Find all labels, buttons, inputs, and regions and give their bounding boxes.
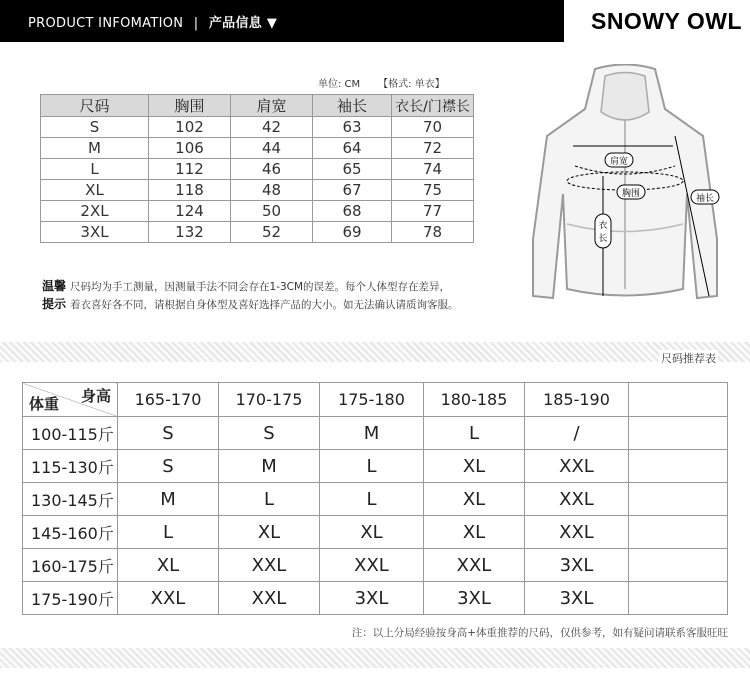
recommended-size-cell: M — [219, 450, 320, 483]
recommended-size-cell — [629, 549, 728, 582]
size-value-cell: 74 — [392, 159, 474, 180]
measurement-notes — [42, 278, 459, 314]
diagram-sleeve-label: 袖长 — [695, 194, 715, 204]
weight-label: 体重 — [29, 395, 60, 413]
header-bar — [0, 0, 750, 42]
size-value-cell: 68 — [313, 201, 392, 222]
size-chart-col-header: 衣长/门襟长 — [392, 95, 474, 117]
recommended-size-cell — [629, 516, 728, 549]
size-value-cell: 42 — [231, 117, 313, 138]
unit-note — [318, 75, 445, 90]
brand-box — [564, 0, 750, 42]
recommended-size-cell: 3XL — [525, 549, 629, 582]
size-value-cell: 75 — [392, 180, 474, 201]
header-title-en: PRODUCT INFOMATION — [28, 16, 184, 31]
recommended-size-cell: XL — [424, 483, 525, 516]
recommend-row — [23, 516, 728, 549]
unit-label: 单位: CM — [318, 79, 361, 90]
size-chart-row — [41, 117, 474, 138]
size-value-cell: 63 — [313, 117, 392, 138]
recommended-size-cell: L — [219, 483, 320, 516]
size-value-cell: 67 — [313, 180, 392, 201]
weight-row-header: 145-160斤 — [23, 516, 118, 549]
recommend-row — [23, 582, 728, 615]
size-value-cell: 70 — [392, 117, 474, 138]
size-value-cell: 72 — [392, 138, 474, 159]
height-col-header: 170-175 — [219, 383, 320, 417]
size-label-cell: XL — [41, 180, 149, 201]
size-chart-row — [41, 159, 474, 180]
size-value-cell: 112 — [149, 159, 231, 180]
recommend-title: 尺码推荐表 — [661, 352, 716, 365]
size-value-cell: 48 — [231, 180, 313, 201]
recommended-size-cell: XXL — [525, 450, 629, 483]
recommended-size-cell: XXL — [219, 582, 320, 615]
diagram-chest-label: 胸围 — [621, 189, 641, 199]
weight-row-header: 160-175斤 — [23, 549, 118, 582]
header-title — [28, 12, 277, 31]
diagram-shoulder-label: 肩宽 — [609, 157, 629, 167]
recommended-size-cell — [629, 417, 728, 450]
recommended-size-cell: L — [320, 483, 424, 516]
brand-logo: SNOWY OWL — [590, 8, 742, 34]
recommended-size-cell — [629, 483, 728, 516]
bottom-stripe — [0, 648, 750, 668]
recommended-size-cell: XL — [424, 516, 525, 549]
size-chart-row — [41, 222, 474, 243]
recommended-size-cell: XL — [320, 516, 424, 549]
recommended-size-cell: M — [118, 483, 219, 516]
recommend-row — [23, 450, 728, 483]
recommend-row — [23, 417, 728, 450]
recommended-size-cell: / — [525, 417, 629, 450]
header-title-cn: 产品信息 ▼ — [208, 16, 278, 31]
recommended-size-cell: 3XL — [320, 582, 424, 615]
weight-row-header: 115-130斤 — [23, 450, 118, 483]
size-value-cell: 64 — [313, 138, 392, 159]
recommend-row — [23, 483, 728, 516]
recommended-size-cell: M — [320, 417, 424, 450]
recommended-size-cell — [629, 582, 728, 615]
header-separator: | — [193, 16, 199, 31]
size-value-cell: 78 — [392, 222, 474, 243]
size-value-cell: 46 — [231, 159, 313, 180]
size-chart-col-header: 肩宽 — [231, 95, 313, 117]
recommended-size-cell: S — [219, 417, 320, 450]
weight-row-header: 130-145斤 — [23, 483, 118, 516]
size-value-cell: 50 — [231, 201, 313, 222]
recommended-size-cell — [629, 450, 728, 483]
size-chart-body — [41, 117, 474, 243]
height-col-header: 175-180 — [320, 383, 424, 417]
diagram-length-label-2: 长 — [598, 234, 608, 244]
size-chart-row — [41, 201, 474, 222]
size-value-cell: 106 — [149, 138, 231, 159]
size-value-cell: 124 — [149, 201, 231, 222]
recommend-row — [23, 549, 728, 582]
recommended-size-cell: XXL — [219, 549, 320, 582]
size-value-cell: 52 — [231, 222, 313, 243]
size-chart-col-header: 尺码 — [41, 95, 149, 117]
height-label: 身高 — [80, 387, 111, 405]
size-chart-row — [41, 138, 474, 159]
size-label-cell: 2XL — [41, 201, 149, 222]
recommended-size-cell: 3XL — [525, 582, 629, 615]
size-value-cell: 102 — [149, 117, 231, 138]
tip-label: 温馨 — [42, 279, 67, 293]
format-label: 【格式: 单衣】 — [378, 79, 445, 90]
diagram-length-label-1: 衣 — [598, 221, 608, 231]
weight-row-header: 175-190斤 — [23, 582, 118, 615]
recommended-size-cell: L — [118, 516, 219, 549]
recommend-body — [23, 383, 728, 615]
corner-header-cell — [23, 383, 118, 417]
size-value-cell: 65 — [313, 159, 392, 180]
recommended-size-cell: L — [424, 417, 525, 450]
recommended-size-cell: XL — [219, 516, 320, 549]
size-label-cell: M — [41, 138, 149, 159]
jacket-diagram — [525, 64, 725, 314]
tip-text: 尺码均为手工测量，因测量手法不同会存在1-3CM的误差。每个人体型存在差异， — [70, 281, 451, 293]
size-label-cell: S — [41, 117, 149, 138]
size-label-cell: L — [41, 159, 149, 180]
size-chart-col-header: 胸围 — [149, 95, 231, 117]
divider-stripe — [0, 342, 750, 362]
size-value-cell: 118 — [149, 180, 231, 201]
recommended-size-cell: S — [118, 450, 219, 483]
height-col-header — [629, 383, 728, 417]
recommended-size-cell: S — [118, 417, 219, 450]
recommend-header-row — [23, 383, 728, 417]
size-chart-col-header: 袖长 — [313, 95, 392, 117]
recommended-size-cell: 3XL — [424, 582, 525, 615]
hint-text: 着衣喜好各不同，请根据自身体型及喜好选择产品的大小。如无法确认请质询客服。 — [70, 299, 459, 311]
height-col-header: 165-170 — [118, 383, 219, 417]
size-value-cell: 69 — [313, 222, 392, 243]
size-value-cell: 77 — [392, 201, 474, 222]
recommended-size-cell: XXL — [118, 582, 219, 615]
weight-row-header: 100-115斤 — [23, 417, 118, 450]
hint-label: 提示 — [42, 297, 67, 311]
recommended-size-cell: XL — [424, 450, 525, 483]
recommend-footnote: 注：以上分局经验按身高+体重推荐的尺码，仅供参考，如有疑问请联系客服旺旺 — [351, 627, 728, 639]
recommended-size-cell: XL — [118, 549, 219, 582]
size-chart-row — [41, 180, 474, 201]
recommended-size-cell: XXL — [525, 483, 629, 516]
recommended-size-cell: XXL — [320, 549, 424, 582]
size-value-cell: 132 — [149, 222, 231, 243]
size-label-cell: 3XL — [41, 222, 149, 243]
size-recommend-table — [22, 382, 728, 615]
height-col-header: 180-185 — [424, 383, 525, 417]
recommended-size-cell: L — [320, 450, 424, 483]
recommended-size-cell: XXL — [424, 549, 525, 582]
recommended-size-cell: XXL — [525, 516, 629, 549]
size-chart-header-row — [41, 95, 474, 117]
size-value-cell: 44 — [231, 138, 313, 159]
height-col-header: 185-190 — [525, 383, 629, 417]
size-chart-table — [40, 94, 474, 243]
